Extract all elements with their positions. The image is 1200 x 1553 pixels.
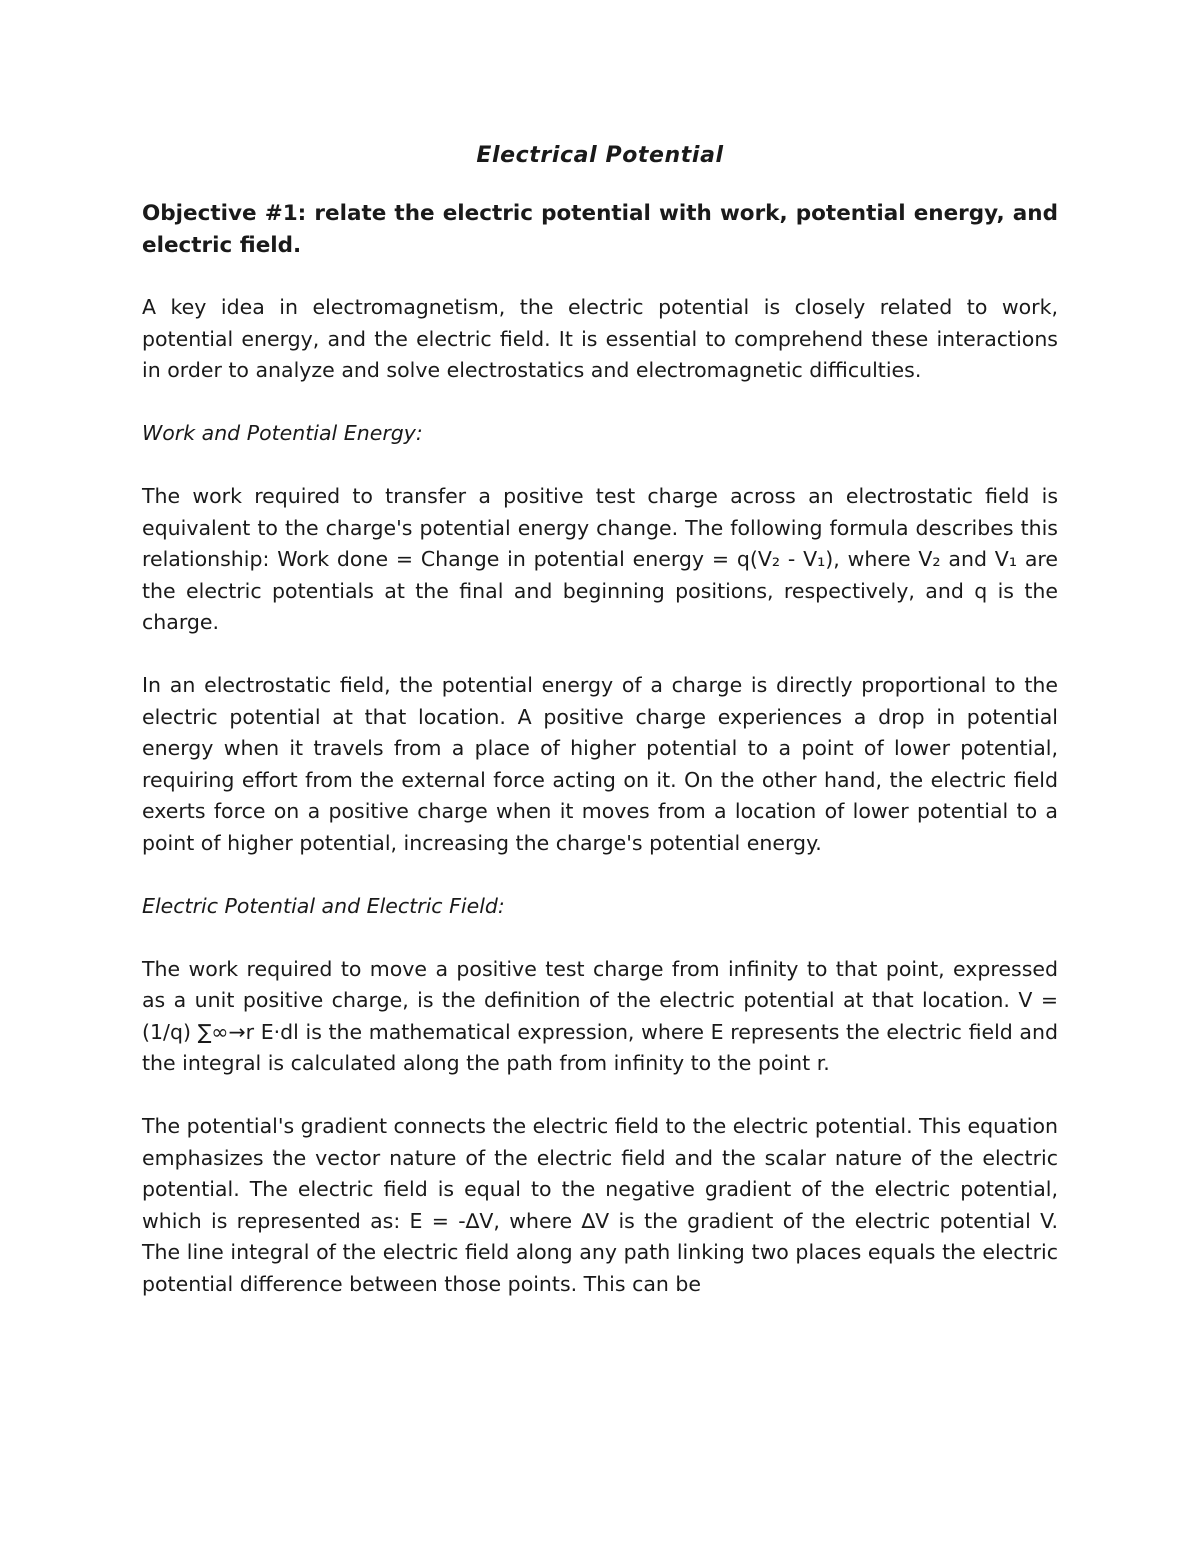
document-body [142, 138, 1058, 1300]
intro-paragraph: A key idea in electromagnetism, the electric potential is closely related to work, potential energy, and the electric field. It is essential to comprehend these interactions in order to analyze and solve electrostatics and electromagnetic difficulties. [142, 295, 1058, 382]
potential-energy-paragraph: In an electrostatic field, the potential energy of a charge is directly proportional to the electric potential at that location. A positive charge experiences a drop in potential energy when it travels from a place of higher potential to a point of lower potential, requiring effort from the external force acting on it. On the other hand, the electric field exerts force on a positive charge when it moves from a location of lower potential to a point of higher potential, increasing the charge's potential energy. [142, 673, 1058, 855]
potential-definition-paragraph: The work required to move a positive test charge from infinity to that point, expressed as a unit positive charge, is the definition of the electric potential at that location. V = (1/q) ∑∞→r E·dl is the mathematical expression, where E represents the electric field and the integral is calculated along the path from infinity to the point r. [142, 956, 1058, 1075]
document-title: Electrical Potential [476, 143, 724, 168]
work-energy-paragraph: The work required to transfer a positive test charge across an electrostatic field is equivalent to the charge's potential energy change. The following formula describes this relationship: Work done = Change in potential energy = q(V₂ - V₁), where V₂ and V₁ are the electric potentials at the final and beginning positions, respectively, and q is the charge. [142, 484, 1058, 634]
objective-statement: Objective #1: relate the electric potential with work, potential energy, and electric field. [142, 201, 1058, 258]
section-heading-potential-field: Electric Potential and Electric Field: [142, 893, 505, 918]
section-heading-work-potential-energy: Work and Potential Energy: [142, 421, 423, 445]
gradient-paragraph: The potential's gradient connects the electric field to the electric potential. This equation emphasizes the vector nature of the electric field and the scalar nature of the electric potential. The electric field is equal to the negative gradient of the electric potential, which is represented as: E = -∆V, where ∆V is the gradient of the electric potential V. The line integral of the electric field along any path linking two places equals the electric potential difference between those points. This can be [142, 1114, 1058, 1296]
